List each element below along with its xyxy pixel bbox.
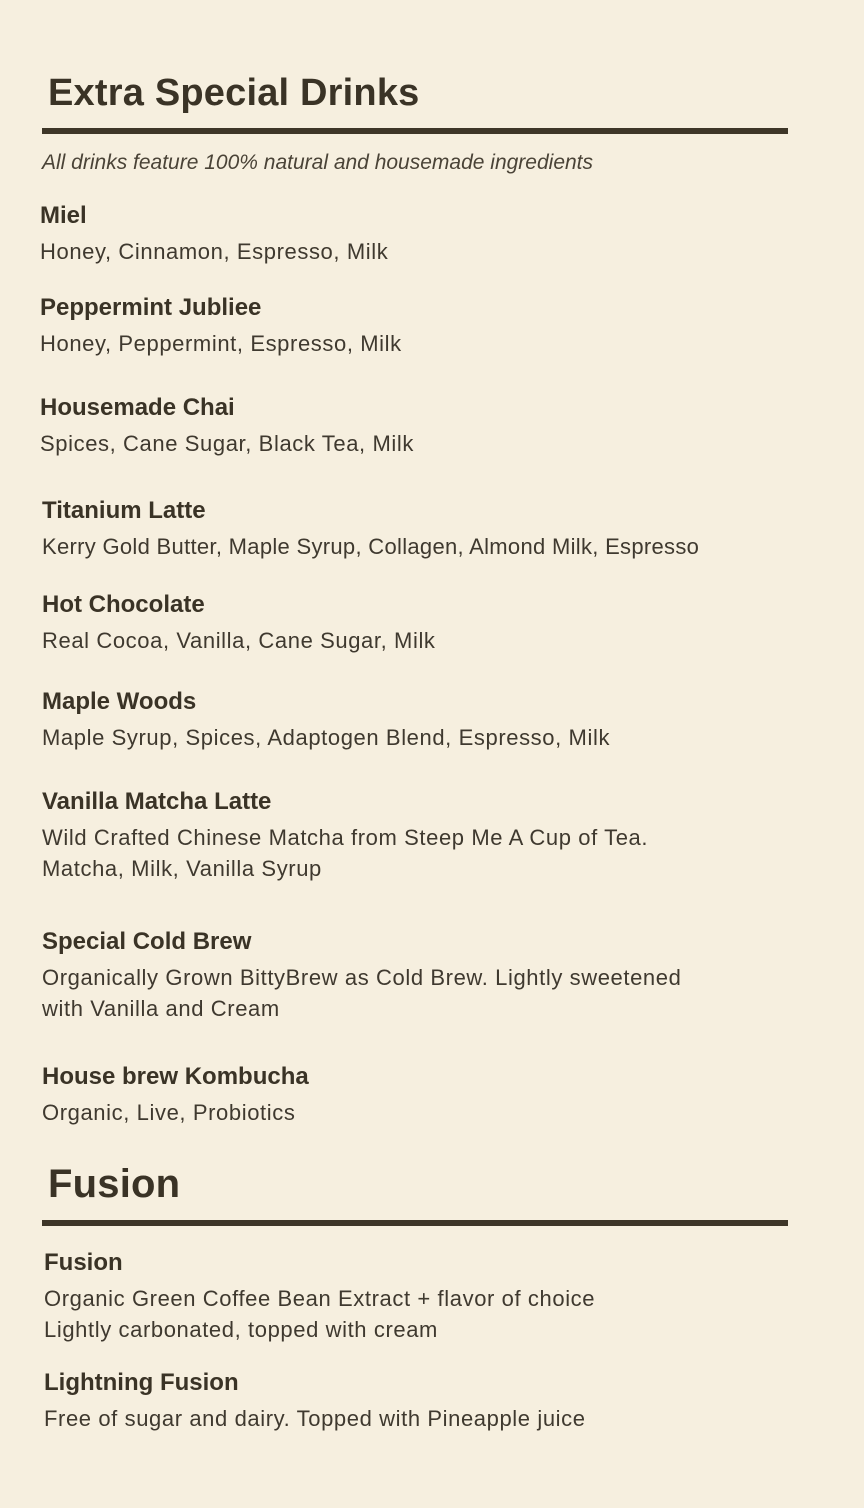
section-divider — [42, 128, 788, 134]
item-description — [42, 1097, 842, 1128]
section-title-fusion: Fusion — [48, 1162, 181, 1206]
item-description — [42, 822, 842, 884]
item-description — [42, 531, 842, 562]
item-description — [42, 625, 842, 656]
menu-item-miel — [40, 202, 840, 267]
menu-item-lightning-fusion — [44, 1369, 844, 1434]
menu-item-vanilla-matcha-latte — [42, 788, 842, 884]
menu-item-peppermint-jubliee — [40, 294, 840, 359]
item-description-line: Kerry Gold Butter, Maple Syrup, Collagen, Almond Milk, Espresso — [42, 534, 700, 559]
section-divider — [42, 1220, 788, 1226]
menu-item-titanium-latte — [42, 497, 842, 562]
menu-item-housemade-chai — [40, 394, 840, 459]
item-description-line: Matcha, Milk, Vanilla Syrup — [42, 856, 322, 881]
item-name: Maple Woods — [42, 688, 197, 715]
menu-item-special-cold-brew — [42, 928, 842, 1024]
item-description — [42, 722, 842, 753]
menu-item-maple-woods — [42, 688, 842, 753]
item-description-line: Lightly carbonated, topped with cream — [44, 1317, 438, 1342]
item-name: Hot Chocolate — [42, 591, 205, 618]
item-description-line: Organic, Live, Probiotics — [42, 1100, 296, 1125]
item-description-line: Maple Syrup, Spices, Adaptogen Blend, Espresso, Milk — [42, 725, 611, 750]
item-name: Fusion — [44, 1249, 123, 1276]
item-name: Lightning Fusion — [44, 1369, 239, 1396]
item-description — [42, 962, 842, 1024]
item-description-line: Organically Grown BittyBrew as Cold Brew. Lightly sweetened — [42, 965, 682, 990]
item-description-line: Honey, Peppermint, Espresso, Milk — [40, 331, 402, 356]
item-name: Miel — [40, 202, 87, 229]
item-name: Vanilla Matcha Latte — [42, 788, 272, 815]
item-name: Peppermint Jubliee — [40, 294, 262, 321]
item-description-line: Spices, Cane Sugar, Black Tea, Milk — [40, 431, 414, 456]
item-description — [44, 1403, 844, 1434]
item-name: House brew Kombucha — [42, 1063, 309, 1090]
item-description-line: Free of sugar and dairy. Topped with Pineapple juice — [44, 1406, 586, 1431]
item-description — [40, 328, 840, 359]
item-name: Titanium Latte — [42, 497, 206, 524]
menu-item-fusion — [44, 1249, 844, 1345]
item-description — [40, 236, 840, 267]
item-description-line: Real Cocoa, Vanilla, Cane Sugar, Milk — [42, 628, 436, 653]
menu-item-house-brew-kombucha — [42, 1063, 842, 1128]
item-description-line: Organic Green Coffee Bean Extract + flavor of choice — [44, 1286, 596, 1311]
item-name: Housemade Chai — [40, 394, 235, 421]
section-title-extra-special-drinks: Extra Special Drinks — [48, 72, 420, 114]
item-name: Special Cold Brew — [42, 928, 252, 955]
item-description — [44, 1283, 844, 1345]
section-subtitle: All drinks feature 100% natural and housemade ingredients — [42, 151, 594, 174]
item-description-line: Honey, Cinnamon, Espresso, Milk — [40, 239, 389, 264]
menu-item-hot-chocolate — [42, 591, 842, 656]
item-description-line: with Vanilla and Cream — [42, 996, 280, 1021]
item-description-line: Wild Crafted Chinese Matcha from Steep Me A Cup of Tea. — [42, 825, 649, 850]
item-description — [40, 428, 840, 459]
